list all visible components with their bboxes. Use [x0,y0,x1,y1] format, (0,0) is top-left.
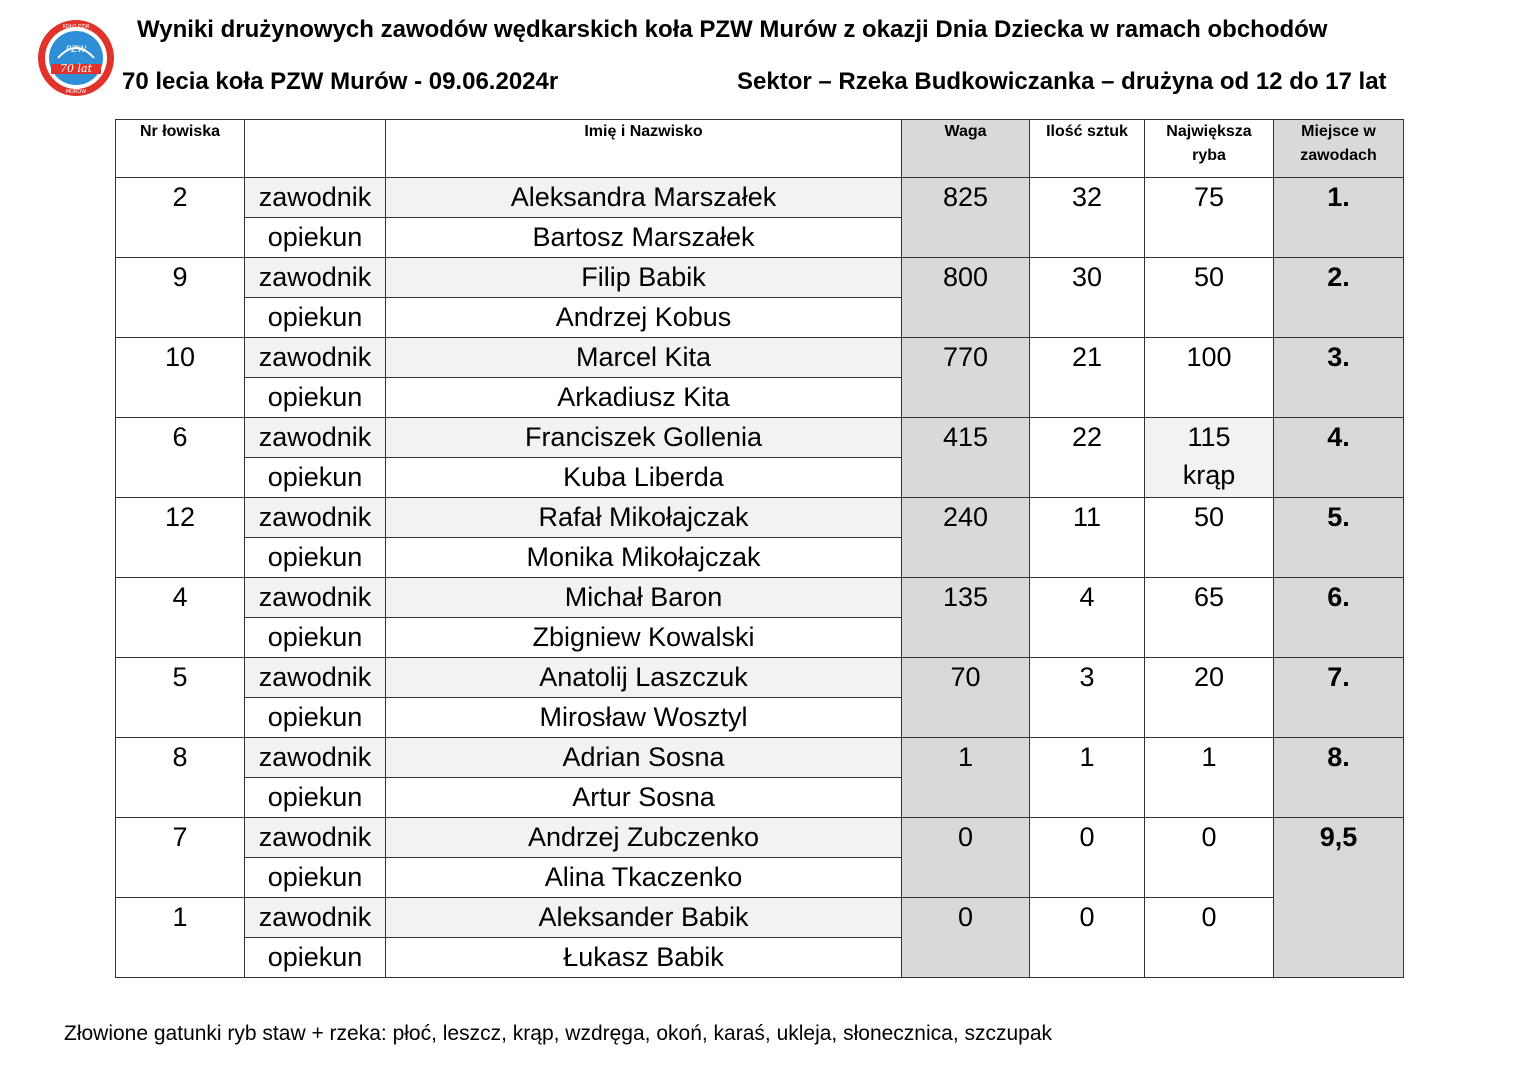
page-title-line1: Wyniki drużynowych zawodów wędkarskich koła PZW Murów z okazji Dnia Dziecka w ramach obchodów [137,16,1328,43]
name-cell: Aleksander Babik [386,898,902,938]
ilosc-cell: 0 [1030,818,1145,898]
pzw-logo-icon [36,18,116,98]
name-cell: Monika Mikołajczak [386,538,902,578]
table-row [116,658,1404,698]
ilosc-cell: 3 [1030,658,1145,738]
table-row [116,338,1404,378]
name-cell: Alina Tkaczenko [386,858,902,898]
role-cell: opiekun [245,298,386,338]
role-cell: opiekun [245,218,386,258]
name-cell: Anatolij Laszczuk [386,658,902,698]
najwieksza-cell: 50 [1145,498,1274,578]
nr-cell: 2 [116,178,245,258]
name-cell: Franciszek Gollenia [386,418,902,458]
name-cell: Aleksandra Marszałek [386,178,902,218]
ilosc-cell: 30 [1030,258,1145,338]
najwieksza-cell: 1 [1145,738,1274,818]
name-cell: Mirosław Wosztyl [386,698,902,738]
logo-text-lat: 70 lat [60,62,92,75]
place-cell: 5. [1274,498,1404,578]
table-row [116,738,1404,778]
ilosc-cell: 4 [1030,578,1145,658]
waga-cell: 0 [902,818,1030,898]
role-cell: zawodnik [245,738,386,778]
table-row [116,258,1404,298]
role-cell: zawodnik [245,578,386,618]
name-cell: Adrian Sosna [386,738,902,778]
najwieksza-cell: 20 [1145,658,1274,738]
ilosc-cell: 32 [1030,178,1145,258]
name-cell: Arkadiusz Kita [386,378,902,418]
najwieksza-value: 115 [1187,422,1231,452]
name-cell: Andrzej Kobus [386,298,902,338]
col-ilosc-header: Ilość sztuk [1030,120,1145,178]
najwieksza-cell: 50 [1145,258,1274,338]
nr-cell: 5 [116,658,245,738]
role-cell: opiekun [245,538,386,578]
nr-cell: 10 [116,338,245,418]
ilosc-cell: 21 [1030,338,1145,418]
place-cell: 1. [1274,178,1404,258]
waga-cell: 825 [902,178,1030,258]
name-cell: Łukasz Babik [386,938,902,978]
role-cell: zawodnik [245,898,386,938]
role-cell: zawodnik [245,418,386,458]
waga-cell: 770 [902,338,1030,418]
logo-text-top: KOŁO PZW [62,24,90,30]
name-cell: Michał Baron [386,578,902,618]
role-cell: zawodnik [245,498,386,538]
ilosc-cell: 22 [1030,418,1145,498]
table-row [116,818,1404,858]
waga-cell: 800 [902,258,1030,338]
table-row [116,498,1404,538]
place-cell: 6. [1274,578,1404,658]
place-cell: 2. [1274,258,1404,338]
role-cell: zawodnik [245,658,386,698]
ilosc-cell: 1 [1030,738,1145,818]
role-cell: zawodnik [245,178,386,218]
ilosc-cell: 11 [1030,498,1145,578]
col-nr-header: Nr łowiska [116,120,245,178]
role-cell: opiekun [245,778,386,818]
col-najwieksza-header: Największa ryba [1145,120,1274,178]
waga-cell: 415 [902,418,1030,498]
name-cell: Kuba Liberda [386,458,902,498]
place-cell: 3. [1274,338,1404,418]
name-cell: Bartosz Marszałek [386,218,902,258]
ilosc-cell: 0 [1030,898,1145,978]
name-cell: Filip Babik [386,258,902,298]
table-row [116,418,1404,458]
place-cell: 8. [1274,738,1404,818]
nr-cell: 9 [116,258,245,338]
col-name-header: Imię i Nazwisko [386,120,902,178]
page-title-line2-left: 70 lecia koła PZW Murów - 09.06.2024r [122,68,559,95]
role-cell: opiekun [245,458,386,498]
col-waga-header: Waga [902,120,1030,178]
nr-cell: 1 [116,898,245,978]
role-cell: opiekun [245,618,386,658]
najwieksza-cell [1145,418,1274,498]
place-cell: 7. [1274,658,1404,738]
role-cell: zawodnik [245,338,386,378]
nr-cell: 7 [116,818,245,898]
name-cell: Zbigniew Kowalski [386,618,902,658]
nr-cell: 4 [116,578,245,658]
nr-cell: 6 [116,418,245,498]
col-miejsce-header: Miejsce w zawodach [1274,120,1404,178]
nr-cell: 8 [116,738,245,818]
table-row [116,578,1404,618]
nr-cell: 12 [116,498,245,578]
logo-text-bottom: MURÓW [65,89,87,95]
najwieksza-species-note: krąp [1182,460,1236,490]
najwieksza-cell: 100 [1145,338,1274,418]
najwieksza-cell: 0 [1145,818,1274,898]
place-cell-shared: 9,5 [1274,818,1404,978]
table-row [116,178,1404,218]
waga-cell: 1 [902,738,1030,818]
page-title-line2-right: Sektor – Rzeka Budkowiczanka – drużyna od 12 do 17 lat [737,68,1387,95]
fish-species-footer: Złowione gatunki ryb staw + rzeka: płoć, leszcz, krąp, wzdręga, okoń, karaś, ukleja, słonecznica, szczupak [64,1022,1053,1045]
col-role-header [245,120,386,178]
waga-cell: 0 [902,898,1030,978]
najwieksza-cell: 75 [1145,178,1274,258]
logo-text-mid: PZW [65,45,87,55]
role-cell: opiekun [245,858,386,898]
najwieksza-cell: 65 [1145,578,1274,658]
name-cell: Artur Sosna [386,778,902,818]
name-cell: Andrzej Zubczenko [386,818,902,858]
role-cell: opiekun [245,378,386,418]
name-cell: Rafał Mikołajczak [386,498,902,538]
waga-cell: 240 [902,498,1030,578]
role-cell: zawodnik [245,258,386,298]
role-cell: opiekun [245,938,386,978]
results-table [115,119,1404,978]
table-row [116,898,1404,938]
place-cell: 4. [1274,418,1404,498]
role-cell: zawodnik [245,818,386,858]
name-cell: Marcel Kita [386,338,902,378]
waga-cell: 135 [902,578,1030,658]
role-cell: opiekun [245,698,386,738]
najwieksza-cell: 0 [1145,898,1274,978]
table-header-row [116,120,1404,178]
waga-cell: 70 [902,658,1030,738]
